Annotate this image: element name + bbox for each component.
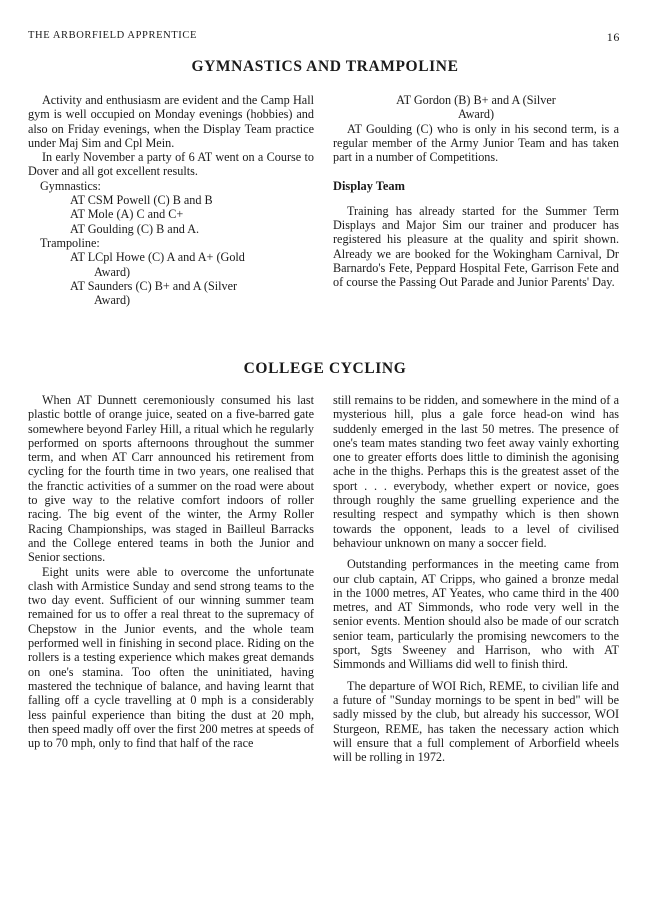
trampoline-result: AT Gordon (B) B+ and A (Silver xyxy=(396,93,556,107)
goulding-paragraph: AT Goulding (C) who is only in his second term, is a regular member of the Army Junior Team and has taken part in a number of Competitions. xyxy=(333,121,619,165)
cycling-left-column xyxy=(28,393,314,750)
cycling-paragraph: Outstanding performances in the meeting came from our club captain, AT Cripps, who gained a bronze medal in the 1000 metres, AT Yeates, who came third in the 400 metres, and AT Simmonds, who rode very well in the senior events. Mention should also be made of our scratch senior team, particularly the promising newcomers to the sport, Sgts Sweeney and Harrison, who with AT Simmonds and Williams did well to finish third. xyxy=(333,557,619,672)
gymnastics-label: Gymnastics: xyxy=(40,178,101,193)
trampoline-result: AT LCpl Howe (C) A and A+ (Gold xyxy=(70,250,245,265)
publication-title: THE ARBORFIELD APPRENTICE xyxy=(28,30,198,41)
cycling-paragraph: When AT Dunnett ceremoniously consumed his last plastic bottle of orange juice, seated on a five-barred gate somewhere beyond Farley Hill, a ritual which he regularly performed on sports afternoons throughout the summer term, and when AT Carr announced his retirement from cycling for the fourth time in two years, one realised that the franctic activities of a summer on the road were about to give way to the relative comfort indoors of roller racing. The big event of the winter, the Army Roller Racing Championships, was staged in Bailleul Barracks and the College entered teams in both the Junior and Senior sections. xyxy=(28,393,314,565)
trampoline-result-award: Award) xyxy=(457,107,495,122)
cycling-paragraph: Eight units were able to overcome the unfortunate clash with Armistice Sunday and send strong teams to the two day event. Sufficient of our winning summer team remained for us to offer a real threat to the supremacy of Chepstow in the Junior events, and the whole team performed well in finishing in second place. Riding on the rollers is a testing experience which makes great demands on one's stamina. Too often the uninitiated, having mastered the technique of balance, and having learnt that falling off a cycle travelling at 0 mph is a considerably less painful experience than biting the dust at 20 mph, then speed madly off over the first 200 metres at speeds of up to 70 mph, only to find that half of the race xyxy=(28,564,314,751)
display-team-paragraph: Training has already started for the Summer Term Displays and Major Sim our trainer and producer has registered his pleasure at the quality and spirit shown. Already we are booked for the Wokingham Carnival, Dr Barnardo's Fete, Peppard Hospital Fete, Garrison Fete and of course the Passing Out Parade and Junior Parents' Day. xyxy=(333,203,619,290)
trampoline-result-award: Award) xyxy=(94,264,131,279)
cycling-paragraph: still remains to be ridden, and somewhere in the mind of a mysterious hill, plus a gale force head-on wind has suddenly emerged in the last 50 metres. The presence of one's team mates standing two feet away vainly exhorting one to greater efforts does little to diminish the agonising ache in the thighs. Perhaps this is the greatest asset of the sport . . . everybody, whether expert or novice, goes through roughly the same gruelling experience and the resulting respect and sympathy which is then shown towards the opponent, leads to a level of civilised behaviour unknown on many a soccer field. xyxy=(333,393,619,550)
display-team-heading: Display Team xyxy=(333,179,405,194)
running-header xyxy=(28,30,620,44)
gymnastics-result: AT Mole (A) C and C+ xyxy=(70,207,184,222)
gymnastics-intro-paragraph: Activity and enthusiasm are evident and the Camp Hall gym is well occupied on Monday evenings (hobbies) and also on Friday evenings, when the Display Team practice under Maj Sim and Cpl Mein. xyxy=(28,93,314,150)
gymnastics-result: AT Goulding (C) B and A. xyxy=(70,221,200,236)
cycling-title: COLLEGE CYCLING xyxy=(243,360,407,377)
gymnastics-course-paragraph: In early November a party of 6 AT went on a Course to Dover and all got excellent results. xyxy=(28,150,314,179)
gymnastics-left-column xyxy=(28,93,314,307)
trampoline-label: Trampoline: xyxy=(40,235,100,250)
cycling-right-column xyxy=(333,393,619,764)
gymnastics-right-column xyxy=(333,93,619,290)
trampoline-result-award: Award) xyxy=(94,293,131,308)
page-number: 16 xyxy=(606,30,620,44)
cycling-paragraph: The departure of WOI Rich, REME, to civilian life and a future of "Sunday mornings to be spent in bed" will be sadly missed by the club, but already his successor, WOI Sturgeon, REME, has taken the necessary action which will ensure that a full complement of Arborfield wheels will be rolling in 1972. xyxy=(333,678,619,765)
trampoline-result: AT Saunders (C) B+ and A (Silver xyxy=(70,278,238,293)
gymnastics-title: GYMNASTICS AND TRAMPOLINE xyxy=(191,58,459,75)
gymnastics-result: AT CSM Powell (C) B and B xyxy=(70,193,213,208)
